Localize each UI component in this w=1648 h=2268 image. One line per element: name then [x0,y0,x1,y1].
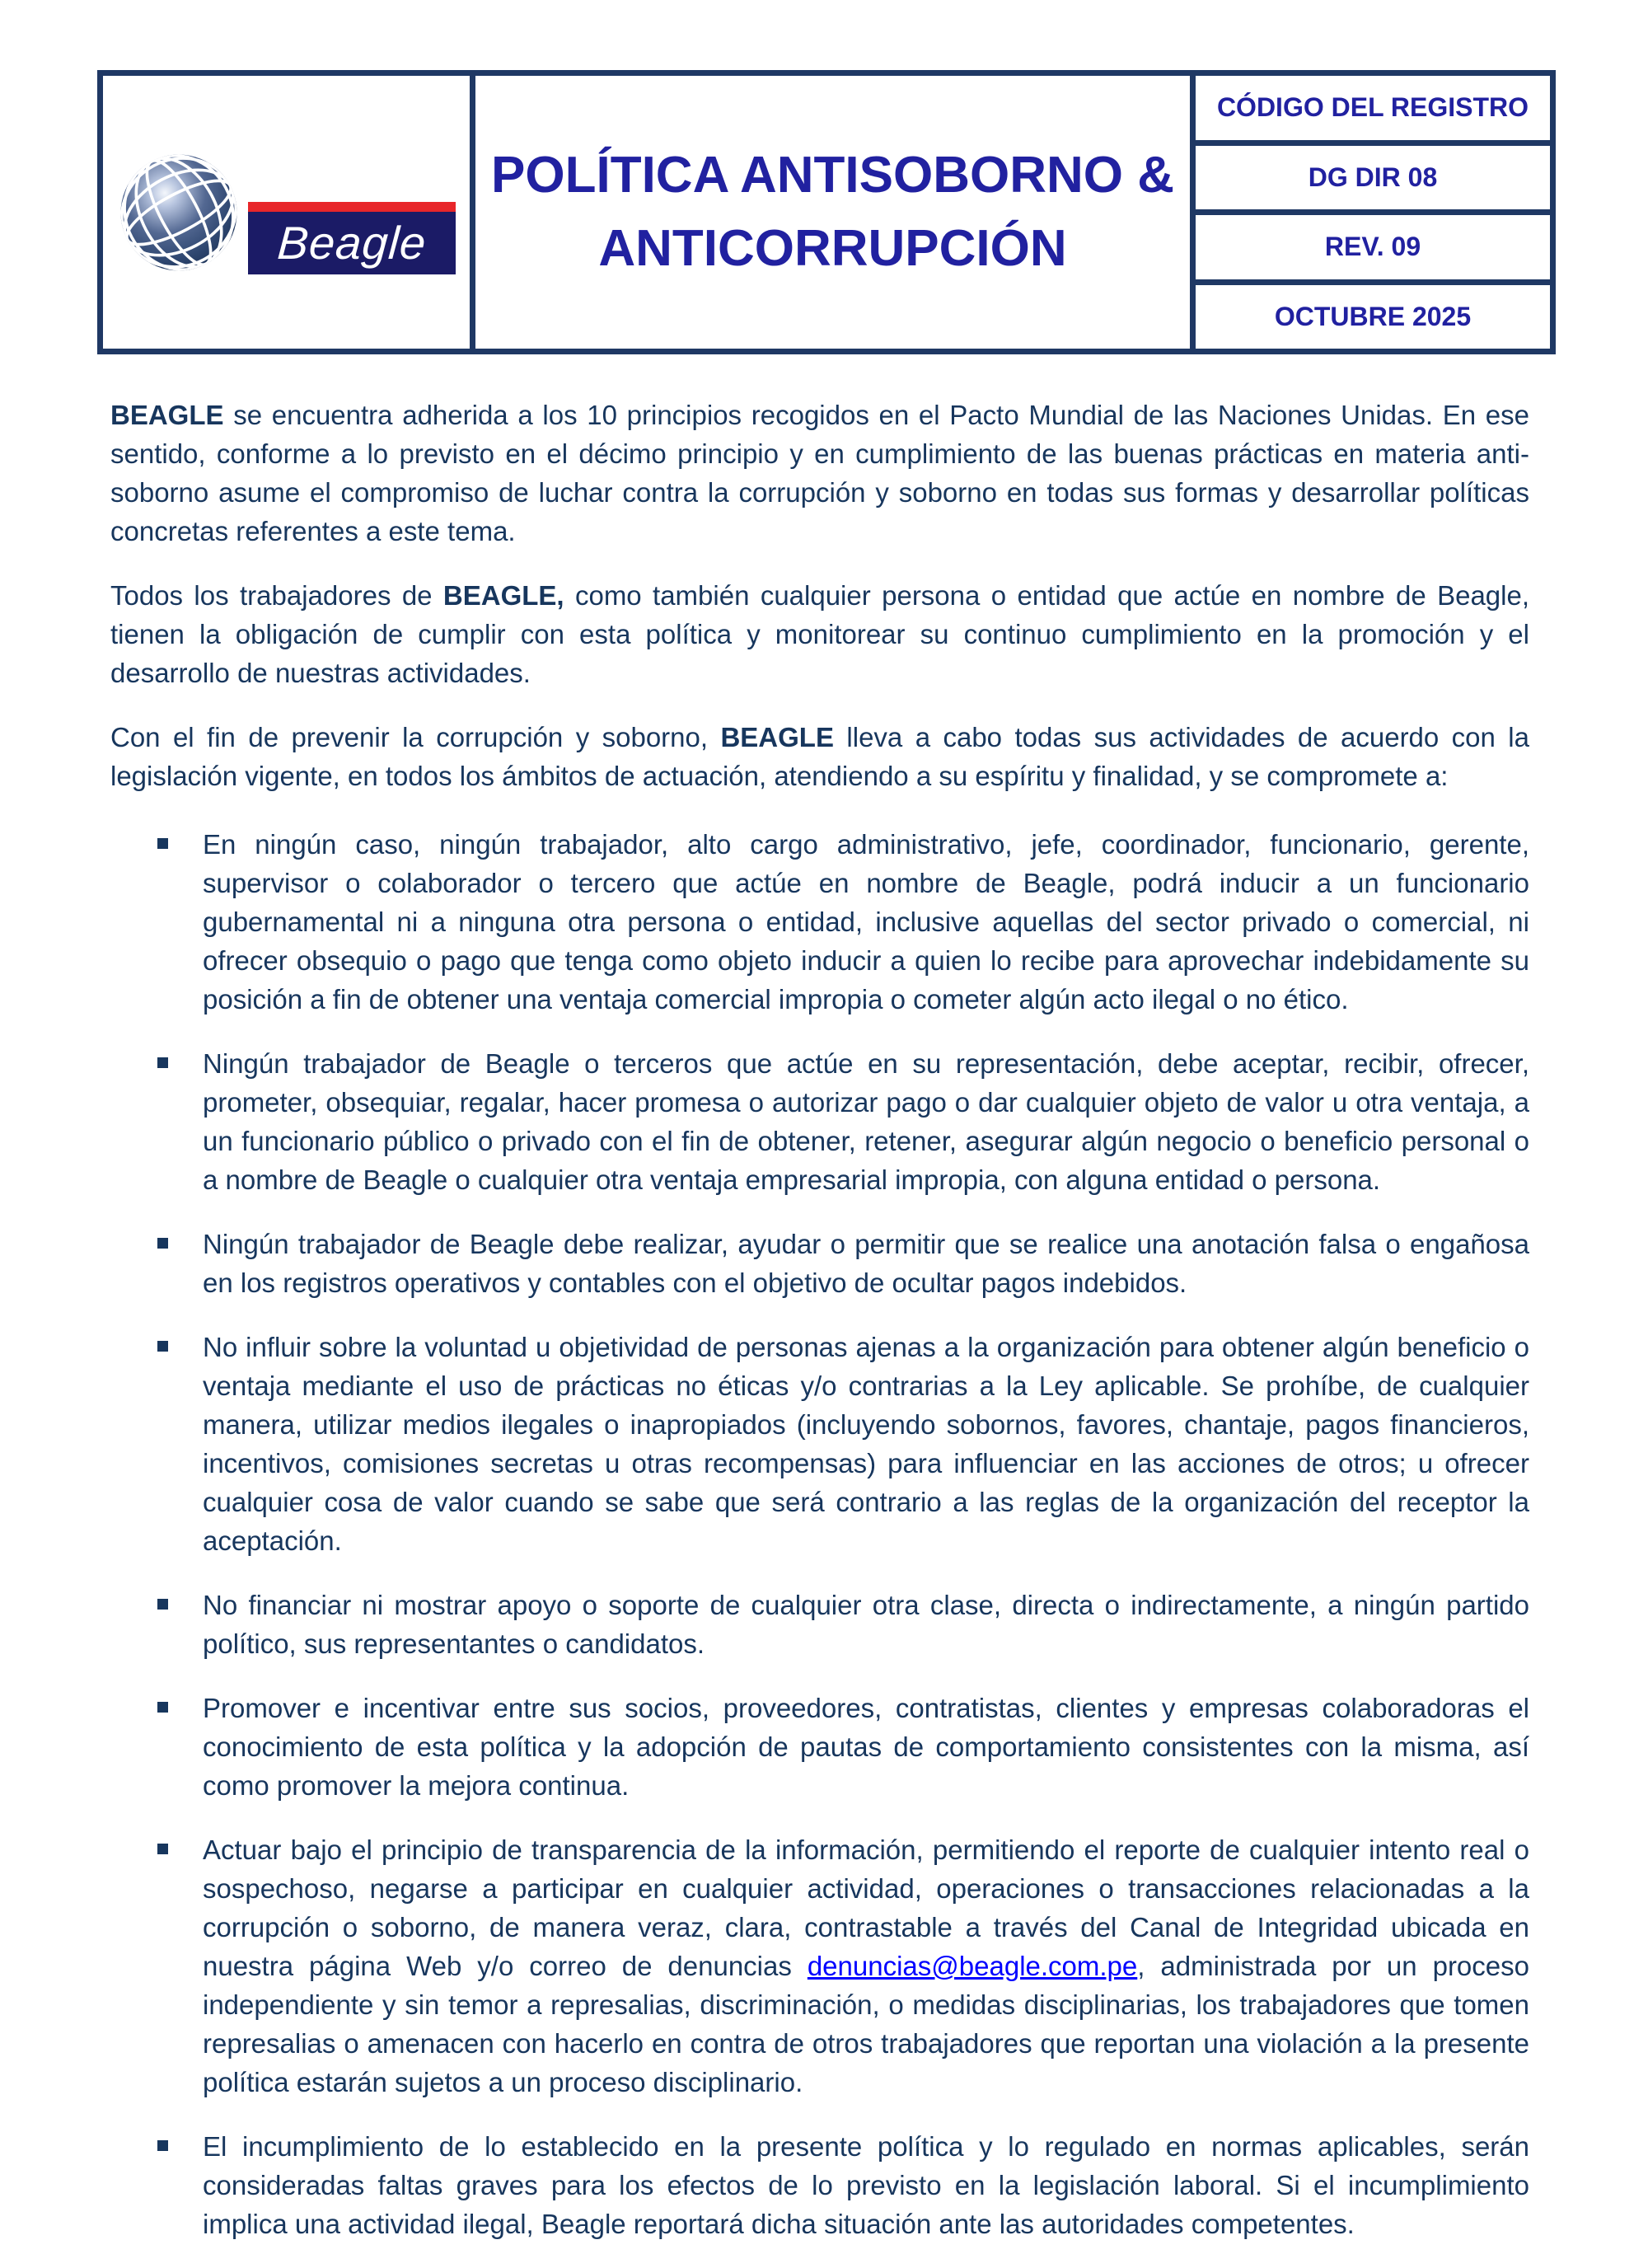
text-run: como también cualquier persona o entidad que actúe en nombre de Beagle, tienen la obligación de cumplir con esta política y monitorear su continuo cumplimiento en la promoción y el desarrollo de nuestras actividades. [110,580,1529,688]
registry-code: DG DIR 08 [1196,140,1550,210]
text-run: Todos los trabajadores de [110,580,443,611]
policy-bullet-item [110,1586,1529,1663]
policy-bullet-item [110,1044,1529,1199]
body-paragraph-1 [110,396,1529,551]
document-header-table [97,70,1556,354]
bullet-square-icon [157,1844,168,1854]
bullet-text [203,1044,1529,1199]
bullet-square-icon [157,838,168,849]
bullet-square-icon [157,1057,168,1068]
policy-bullet-item [110,1830,1529,2102]
bold-text-run: BEAGLE [720,722,834,752]
bullet-text [203,1225,1529,1302]
text-run: Actuar bajo el principio de transparencia de la información, permitiendo el reporte de cualquier intento real o sospechoso, negarse a participar en cualquier actividad, operaciones o transacciones relacionadas a la corrupción o soborno, de manera veraz, clara, contrastable a través del Canal de Integridad ubicada en nuestra página Web y/o correo de denuncias [203,1835,1529,1981]
text-run: se encuentra adherida a los 10 principios recogidos en el Pacto Mundial de las Naciones Unidas. En ese sentido, conforme a lo previsto en el décimo principio y en cumplimiento de las buenas prácticas en materia anti-soborno asume el compromiso de luchar contra la corrupción y soborno en todas sus formas y desarrollar políticas concretas referentes a este tema. [110,400,1529,546]
logo-cell [103,76,475,349]
body-paragraph-2 [110,576,1529,692]
text-run: Con el fin de prevenir la corrupción y soborno, [110,722,721,752]
document-body [110,396,1529,2243]
beagle-wordmark [248,202,456,274]
brand-name: Beagle [275,217,428,269]
text-run: El incumplimiento de lo establecido en la presente política y lo regulado en normas aplicables, serán consideradas faltas graves para los efectos de lo previsto en la legislación laboral. Si el incumplimiento implica una actividad ilegal, Beagle reportará dicha situación ante las autoridades competentes. [203,2131,1529,2239]
bullet-square-icon [157,2140,168,2151]
text-run: lleva a cabo todas sus actividades de acuerdo con la legislación vigente, en todos los ámbitos de actuación, atendiendo a su espíritu y finalidad, y se compromete a: [110,722,1529,791]
bullet-text [203,1689,1529,1805]
bullet-text [203,825,1529,1019]
bullet-text [203,1328,1529,1560]
beagle-logo [117,151,456,274]
registry-label: CÓDIGO DEL REGISTRO [1216,92,1529,123]
body-paragraph-3 [110,718,1529,795]
text-run: No influir sobre la voluntad u objetividad de personas ajenas a la organización para obtener algún beneficio o ventaja mediante el uso de prácticas no éticas y/o contrarias a la Ley aplicable. Se prohíbe, de cualquier manera, utilizar medios ilegales o inapropiados (incluyendo sobornos, favores, chantaje, pagos financieros, incentivos, comisiones secretas u otras recompensas) para influenciar en las acciones de otros; u ofrecer cualquier cosa de valor cuando se sabe que será contrario a las reglas de la organización del receptor la aceptación. [203,1332,1529,1556]
text-run: No financiar ni mostrar apoyo o soporte de cualquier otra clase, directa o indirectamente, a ningún partido político, sus representantes o candidatos. [203,1590,1529,1659]
bullet-text [203,1830,1529,2102]
registry-date: OCTUBRE 2025 [1196,279,1550,349]
text-run: Ningún trabajador de Beagle o terceros que actúe en su representación, debe aceptar, recibir, ofrecer, prometer, obsequiar, regalar, hacer promesa o autorizar pago o dar cualquier objeto de valor u otra ventaja, a un funcionario público o privado con el fin de obtener, retener, asegurar algún negocio o beneficio personal o a nombre de Beagle o cualquier otra ventaja empresarial impropia, con alguna entidad o persona. [203,1048,1529,1195]
policy-bullet-item [110,1328,1529,1560]
title-line-2: ANTICORRUPCIÓN [598,219,1067,277]
text-run: En ningún caso, ningún trabajador, alto cargo administrativo, jefe, coordinador, funcionario, gerente, supervisor o colaborador o tercero que actúe en nombre de Beagle, podrá inducir a un funcionario gubernamental ni a ninguna otra persona o entidad, inclusive aquellas del sector privado o comercial, ni ofrecer obsequio o pago que tenga como objeto inducir a quien lo recibe para aprovechar indebidamente su posición a fin de obtener una ventaja comercial impropia o cometer algún acto ilegal o no ético. [203,829,1529,1015]
email-link[interactable]: denuncias@beagle.com.pe [807,1951,1138,1981]
bullet-square-icon [157,1341,168,1352]
text-run: Ningún trabajador de Beagle debe realizar, ayudar o permitir que se realice una anotación falsa o engañosa en los registros operativos y contables con el objetivo de ocultar pagos indebidos. [203,1229,1529,1298]
policy-bullet-item [110,1225,1529,1302]
bullet-square-icon [157,1702,168,1713]
policy-bullet-item [110,825,1529,1019]
policy-document-page [0,70,1648,2268]
document-title [475,76,1196,349]
policy-bullet-item [110,1689,1529,1805]
bullet-text [203,1586,1529,1663]
bullet-square-icon [157,1238,168,1249]
text-run: , administrada por un proceso independiente y sin temor a represalias, discriminación, o medidas disciplinarias, los trabajadores que tomen represalias o amenacen con hacerlo en contra de otros trabajadores que reportan una violación a la presente política estarán sujetos a un proceso disciplinario. [203,1951,1529,2097]
bullet-square-icon [157,1599,168,1610]
text-run: Promover e incentivar entre sus socios, proveedores, contratistas, clientes y empresas colaboradoras el conocimiento de esta política y la adopción de pautas de comportamiento consistentes con la misma, así como promover la mejora continua. [203,1693,1529,1801]
registry-revision: REV. 09 [1196,209,1550,279]
registry-column [1196,76,1550,349]
globe-icon [117,151,241,274]
title-line-1: POLÍTICA ANTISOBORNO & [491,147,1174,204]
policy-bullet-item [110,2127,1529,2243]
policy-bullet-list [110,825,1529,2243]
bullet-text [203,2127,1529,2243]
bold-text-run: BEAGLE, [442,580,564,611]
bold-text-run: BEAGLE [110,400,224,430]
